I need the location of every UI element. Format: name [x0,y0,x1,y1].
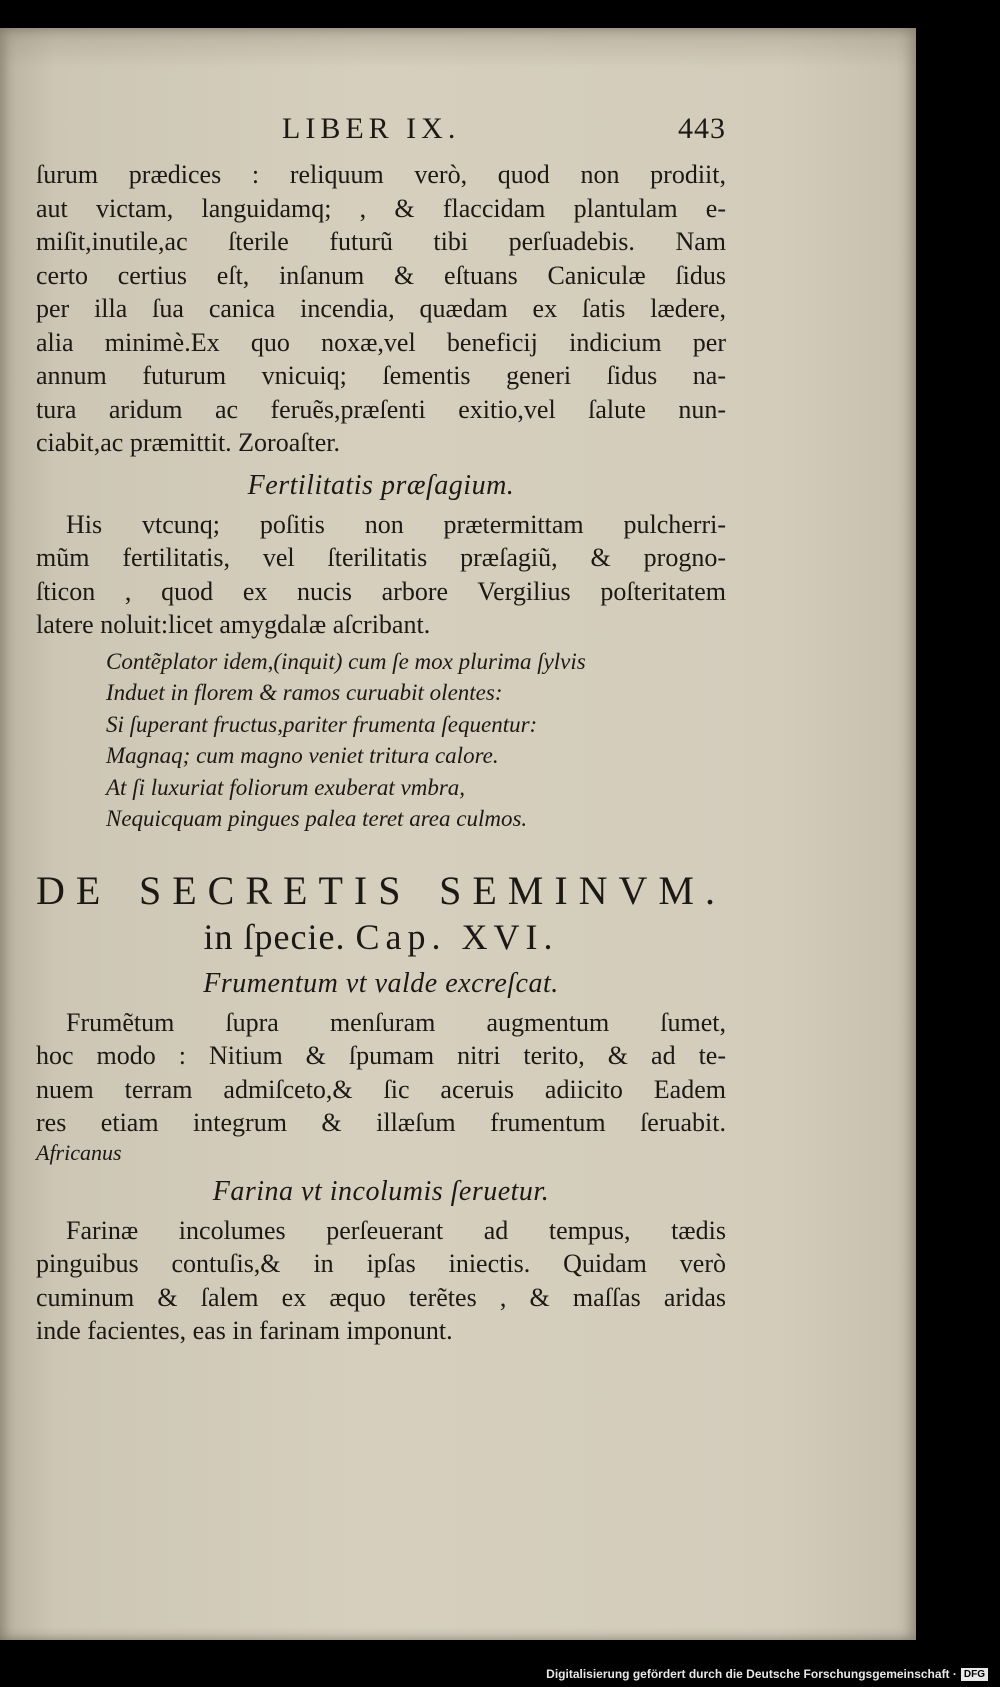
text-line: inde facientes, eas in farinam imponunt. [36,1316,453,1345]
paragraph-3 [36,1006,726,1040]
text-line: Farinæ incolumes perſeuerant ad tempus, tædis [66,1215,726,1245]
text-line: alia minimè.Ex quo noxæ,vel beneficij indicium per [36,327,726,357]
dfg-logo: DFG [961,1668,988,1681]
text-line: nuem terram admiſceto,& ſic aceruis adiicito Eadem [36,1074,726,1104]
text-line: ſurum prædices : reliquum verò, quod non prodiit, [36,160,726,189]
verse-line: Si ſuperant fructus,pariter frumenta ſequentur: [106,711,538,737]
text-line: ſticon , quod ex nucis arbore Vergilius poſteritatem [36,576,726,606]
chapter-title: DE SECRETIS SEMINVM. [36,867,726,913]
text-line: His vtcunq; poſitis non prætermittam pulcherri- [66,509,726,539]
section-heading-flour: Farina vt incolumis ſeruetur. [212,1175,550,1207]
verse-line: At ſi luxuriat foliorum exuberat vmbra, [106,774,466,800]
attribution: Africanus [36,1139,122,1165]
text-line: Frumẽtum ſupra menſuram augmentum ſumet, [66,1007,726,1037]
book-page [0,28,916,1640]
text-line: res etiam integrum & illæſum frumentum ſeruabit. [36,1108,726,1137]
section-heading-grain: Frumentum vt valde excreſcat. [203,967,559,999]
credit-text: Digitalisierung gefördert durch die Deutsche Forschungsgemeinschaft · [546,1667,957,1681]
text-line: cuminum & ſalem ex æquo terẽtes , & maſſas aridas [36,1282,726,1312]
section-heading-fertility: Fertilitatis præſagium. [247,469,515,501]
page-shadow [0,28,916,68]
text-line: latere noluit:licet amygdalæ aſcribant. [36,610,431,639]
verse-line: Magnaq; cum magno veniet tritura calore. [106,743,499,768]
paragraph-4 [36,1214,726,1248]
text-line: ciabit,ac præmittit. Zoroaſter. [36,428,340,457]
paragraph-3-cont [36,1039,726,1140]
page-number: 443 [678,112,726,145]
text-line: annum futurum vnicuiq; ſementis generi ſidus na- [36,361,726,390]
verse-quote [36,646,726,835]
paragraph-2-cont [36,541,726,642]
chapter-number: Cap. XVI. [355,916,559,957]
paragraph-4-cont [36,1247,726,1348]
text-line: pinguibus contuſis,& in ipſas iniectis. Quidam verò [36,1249,726,1278]
text-line: mũm fertilitatis, vel ſterilitatis præſagiũ, & progno- [36,543,726,572]
text-line: hoc modo : Nitium & ſpumam nitri terito, & ad te- [36,1041,726,1070]
paragraph-1 [36,158,726,460]
digitization-credit [546,1667,988,1681]
paragraph-2 [36,508,726,542]
verse-line: Nequicquam pingues palea teret area culmos. [106,806,528,831]
verse-line: Induet in florem & ramos curuabit olentes: [106,680,503,705]
running-title: LIBER IX. [282,112,461,145]
chapter-subtitle-prefix: in ſpecie. [203,916,346,957]
page-content [36,112,726,1348]
text-line: tura aridum ac feruẽs,præſenti exitio,vel ſalute nun- [36,394,726,424]
running-head [36,112,726,158]
chapter-subtitle [36,916,726,958]
text-line: aut victam, languidamq; , & flaccidam plantulam e- [36,193,726,223]
text-line: per illa ſua canica incendia, quædam ex ſatis lædere, [36,294,726,323]
text-line: miſit,inutile,ac ſterile futurũ tibi perſuadebis. Nam [36,227,726,256]
verse-line: Contẽplator idem,(inquit) cum ſe mox plurima ſylvis [106,648,586,674]
text-line: certo certius eſt, inſanum & eſtuans Caniculæ ſidus [36,260,726,290]
